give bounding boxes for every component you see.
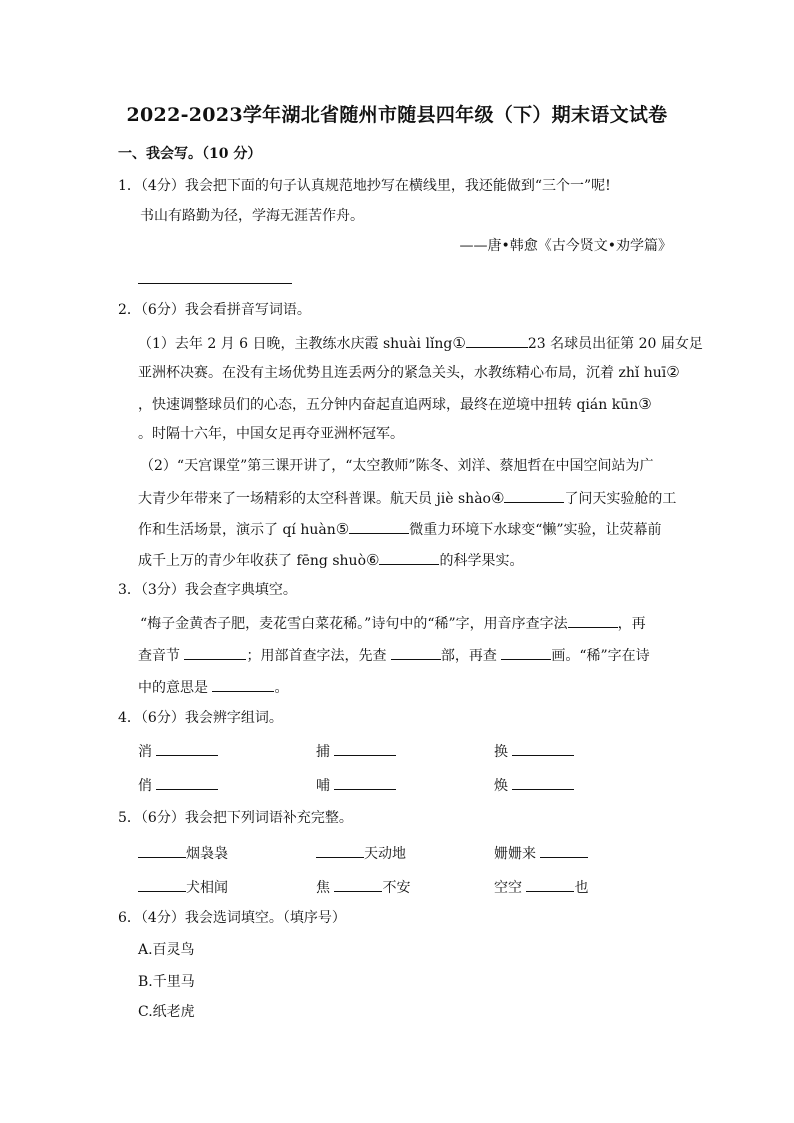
blank-number: ⑤ xyxy=(335,520,350,538)
q3-text: “梅子金黄杏子肥，麦花雪白菜花稀。”诗句中的“稀”字，用音序查字法 xyxy=(140,616,568,632)
page-title: 2022-2023学年湖北省随州市随县四年级（下）期末语文试卷 xyxy=(126,104,668,126)
blank-number: ① xyxy=(452,334,466,352)
answer-blank-1[interactable] xyxy=(466,332,528,348)
q3-blank-4[interactable] xyxy=(501,644,551,660)
q2-p2-line3 xyxy=(138,518,662,540)
q3-text: 查音节 xyxy=(138,648,180,664)
q2-text: 大青少年带来了一场精彩的太空科普课。航天员 jiè shào xyxy=(138,491,491,507)
q5-word: 空空 xyxy=(494,880,522,896)
blank-number: ④ xyxy=(490,489,505,507)
q5-blank[interactable] xyxy=(334,876,382,892)
q4-heading: 4．（6分）我会辨字组词。 xyxy=(118,710,283,726)
q4-char: 捕 xyxy=(316,744,330,760)
q5-word: 不安 xyxy=(382,880,411,896)
q3-heading: 3．（3分）我会查字典填空。 xyxy=(118,582,297,598)
q4-blank[interactable] xyxy=(512,740,574,756)
q2-p2-line4 xyxy=(138,549,523,571)
q4-item xyxy=(316,774,396,796)
q1-heading: 1．（4分）我会把下面的句子认真规范地抄写在横线里，我还能做到“三个一”呢! xyxy=(118,178,611,194)
blank-number: ⑥ xyxy=(366,551,380,569)
q4-item xyxy=(494,740,574,762)
q5-item xyxy=(138,876,228,898)
q2-p1-line4: 。时隔十六年，中国女足再夺亚洲杯冠军。 xyxy=(138,426,404,442)
q5-blank[interactable] xyxy=(316,842,364,858)
q6-option-b: B.千里马 xyxy=(138,974,195,990)
q1-answer-blank[interactable] xyxy=(138,268,292,290)
q5-word: 天动地 xyxy=(364,846,406,862)
q3-blank-2[interactable] xyxy=(184,644,246,660)
q5-word: 也 xyxy=(574,880,589,896)
blank-number: ③ xyxy=(638,395,652,413)
q4-item xyxy=(316,740,396,762)
answer-blank-6[interactable] xyxy=(379,549,439,565)
q5-heading: 5．（6分）我会把下列词语补充完整。 xyxy=(118,810,353,826)
q5-item xyxy=(494,842,588,864)
answer-blank-5[interactable] xyxy=(349,518,409,534)
q2-text: 的科学果实。 xyxy=(439,553,524,569)
q3-line3 xyxy=(138,676,288,698)
q2-p1-line3 xyxy=(138,394,652,415)
q5-word: 烟袅袅 xyxy=(186,846,228,862)
q5-item xyxy=(494,876,588,898)
q3-text: ，再 xyxy=(617,616,646,632)
q6-heading: 6．（4分）我会选词填空。（填序号） xyxy=(118,910,346,926)
q3-text: 部，再查 xyxy=(440,648,497,664)
answer-blank-4[interactable] xyxy=(504,487,564,503)
q1-sentence: 书山有路勤为径，学海无涯苦作舟。 xyxy=(140,208,364,224)
q2-p1-line2 xyxy=(138,362,680,383)
q4-item xyxy=(494,774,574,796)
q3-blank-3[interactable] xyxy=(391,644,441,660)
q5-item xyxy=(316,876,410,898)
q2-text: 亚洲杯决赛。在没有主场优势且连丢两分的紧急关头，水教练精心布局，沉着 zhǐ huī xyxy=(138,365,667,381)
q5-item xyxy=(138,842,228,864)
q5-blank[interactable] xyxy=(540,842,588,858)
q3-line1 xyxy=(140,612,646,634)
blank-number: ② xyxy=(666,363,680,381)
q3-text: 中的意思是 xyxy=(138,680,208,696)
q5-word: 犬相闻 xyxy=(186,880,228,896)
q5-item xyxy=(316,842,406,864)
q5-blank[interactable] xyxy=(526,876,574,892)
q5-word: 姗姗来 xyxy=(494,846,536,862)
q4-item xyxy=(138,774,218,796)
q4-blank[interactable] xyxy=(156,774,218,790)
q3-line2 xyxy=(138,644,650,666)
q4-blank[interactable] xyxy=(334,740,396,756)
q2-heading: 2．（6分）我会看拼音写词语。 xyxy=(118,302,311,318)
q4-blank[interactable] xyxy=(334,774,396,790)
q4-char: 哺 xyxy=(316,778,330,794)
q5-blank[interactable] xyxy=(138,842,186,858)
q2-text: 了问天实验舱的工 xyxy=(564,491,677,507)
q2-text: 23 名球员出征第 20 届女足 xyxy=(527,336,703,352)
q3-text: 。 xyxy=(274,680,289,696)
q4-char: 焕 xyxy=(494,778,508,794)
q4-char: 换 xyxy=(494,744,508,760)
q3-text: 画。“稀”字在诗 xyxy=(551,648,650,664)
q1-source: ——唐•韩愈《古今贤文•劝学篇》 xyxy=(459,238,672,254)
q3-text: ；用部首查字法，先查 xyxy=(246,648,387,664)
q4-char: 俏 xyxy=(138,778,152,794)
q4-blank[interactable] xyxy=(156,740,218,756)
q6-option-a: A.百灵鸟 xyxy=(138,942,195,958)
q2-text: 成千上万的青少年收获了 fēng shuò xyxy=(138,553,366,569)
q2-p1-line1 xyxy=(138,332,703,354)
q5-word: 焦 xyxy=(316,880,330,896)
q6-option-c: C.纸老虎 xyxy=(138,1004,195,1020)
q2-p2-line2 xyxy=(138,487,676,509)
q2-p2-line1: （2）“天宫课堂”第三课开讲了，“太空教师”陈冬、刘洋、蔡旭哲在中国空间站为广 xyxy=(140,458,654,474)
q4-blank[interactable] xyxy=(512,774,574,790)
section-heading: 一、我会写。（10 分） xyxy=(118,146,262,162)
q2-text: ，快速调整球员们的心态，五分钟内奋起直追两球，最终在逆境中扭转 qián kūn xyxy=(138,397,639,413)
q3-blank-5[interactable] xyxy=(212,676,274,692)
q2-text: 作和生活场景，演示了 qí huàn xyxy=(138,522,336,538)
q2-text: 微重力环境下水球变“懒”实验，让荧幕前 xyxy=(409,522,662,538)
q2-text: （1）去年 2 月 6 日晚，主教练水庆霞 shuài lǐng xyxy=(138,336,453,352)
q3-blank-1[interactable] xyxy=(568,612,618,628)
q4-char: 消 xyxy=(138,744,152,760)
q5-blank[interactable] xyxy=(138,876,186,892)
q4-item xyxy=(138,740,218,762)
